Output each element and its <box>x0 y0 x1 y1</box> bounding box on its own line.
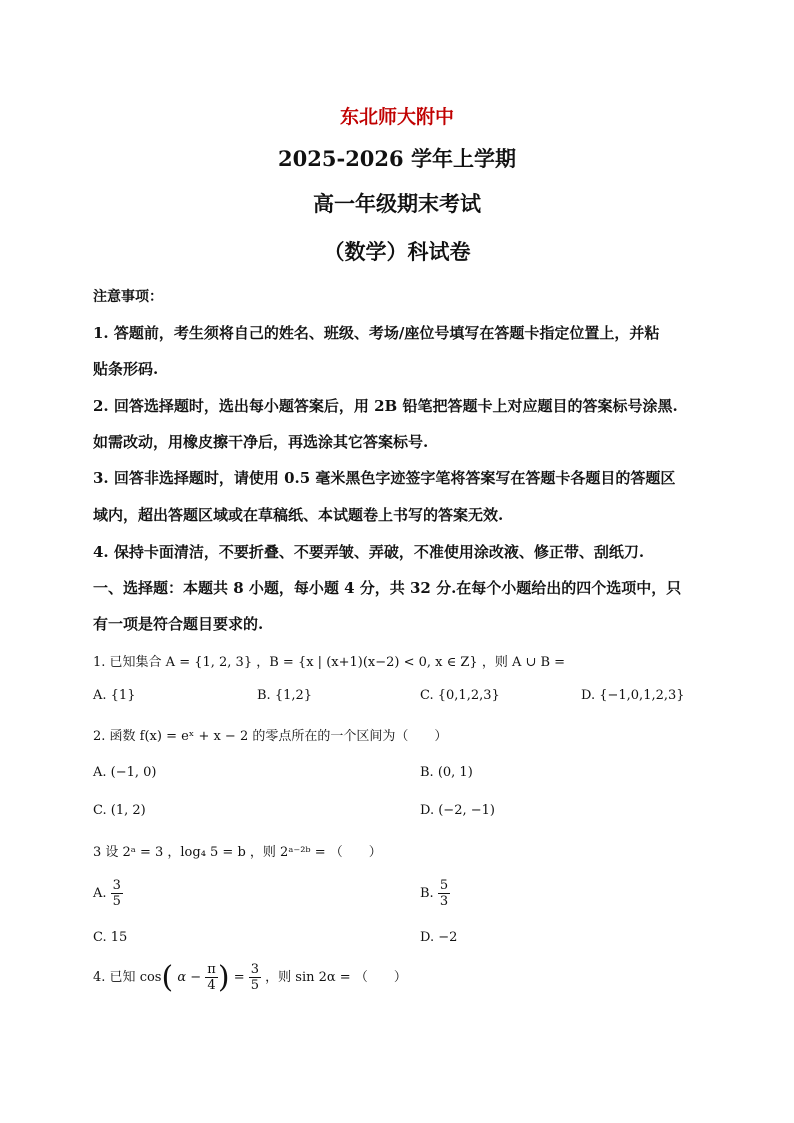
notice-line-2: 贴条形码. <box>93 360 159 378</box>
question-2-stem: 2. 函数 f(x) = eˣ + x − 2 的零点所在的一个区间为（ ） <box>93 729 448 744</box>
fraction-numerator: 5 <box>439 878 449 893</box>
question-3-stem: 3 设 2ᵃ = 3 ，log₄ 5 = b ，则 2ᵃ⁻²ᵇ = （ ） <box>93 845 382 860</box>
question-2-option-b: B. (0, 1) <box>420 765 473 780</box>
question-4-cos: cos <box>139 970 162 985</box>
exam-title: 高一年级期末考试 <box>313 191 481 216</box>
question-1-option-c: C. {0,1,2,3} <box>420 688 500 703</box>
fraction-numerator: π <box>207 962 216 977</box>
question-3-option-b-label: B. <box>420 886 434 901</box>
question-3-option-b <box>420 878 450 909</box>
question-4-suffix: ，则 sin 2α = （ ） <box>265 970 407 985</box>
question-4-stem <box>93 960 407 995</box>
section-heading-line-1: 一、选择题：本题共 8 小题，每小题 4 分，共 32 分.在每个小题给出的四个选项中，只 <box>93 579 682 597</box>
fraction-denominator: 3 <box>439 894 449 909</box>
notice-line-6: 域内，超出答题区域或在草稿纸、本试题卷上书写的答案无效. <box>93 506 504 524</box>
fraction-numerator: 3 <box>250 962 260 977</box>
question-4-inner: α − <box>177 970 202 985</box>
question-4-prefix: 4. 已知 <box>93 970 136 985</box>
notice-line-3: 2. 回答选择题时，选出每小题答案后，用 2B 铅笔把答题卡上对应题目的答案标号涂黑. <box>93 397 678 415</box>
fraction-denominator: 4 <box>207 978 216 993</box>
question-2-option-d: D. (−2, −1) <box>420 803 495 818</box>
fraction-denominator: 5 <box>112 894 121 909</box>
question-1-option-b: B. {1,2} <box>257 688 313 703</box>
notice-line-4: 如需改动，用橡皮擦干净后，再选涂其它答案标号. <box>93 433 429 451</box>
question-4-pi-fraction <box>205 962 218 993</box>
question-4-rhs-fraction <box>249 962 261 993</box>
question-3-option-c: C. 15 <box>93 930 128 945</box>
school-name: 东北师大附中 <box>339 106 454 128</box>
question-1-stem: 1. 已知集合 A = {1, 2, 3} ，B = {x | (x+1)(x−2) < 0, x ∈ Z} ，则 A ∪ B = <box>93 655 566 670</box>
notice-title: 注意事项： <box>93 289 163 305</box>
notice-line-5: 3. 回答非选择题时，请使用 0.5 毫米黑色字迹签字笔将答案写在答题卡各题目的答题区 <box>93 469 676 487</box>
right-paren: ) <box>217 960 230 995</box>
fraction-denominator: 5 <box>250 978 260 993</box>
section-heading-line-2: 有一项是符合题目要求的. <box>93 615 264 633</box>
left-paren: ( <box>161 960 174 995</box>
notice-line-1: 1. 答题前，考生须将自己的姓名、班级、考场/座位号填写在答题卡指定位置上，并粘 <box>93 324 660 342</box>
exam-year: 2025-2026 学年上学期 <box>278 146 516 171</box>
question-3-option-a <box>93 878 123 909</box>
question-4-equals: = <box>233 970 245 985</box>
question-2-option-c: C. (1, 2) <box>93 803 146 818</box>
question-3-option-a-fraction <box>111 878 123 909</box>
question-3-option-d: D. −2 <box>420 930 458 945</box>
exam-subject: （数学）科试卷 <box>323 239 471 264</box>
notice-line-7: 4. 保持卡面清洁，不要折叠、不要弄皱、弄破，不准使用涂改液、修正带、刮纸刀. <box>93 543 645 561</box>
question-3-option-b-fraction <box>438 878 450 909</box>
question-1-option-a: A. {1} <box>93 688 136 703</box>
fraction-numerator: 3 <box>112 878 121 893</box>
question-2-option-a: A. (−1, 0) <box>93 765 157 780</box>
question-1-option-d: D. {−1,0,1,2,3} <box>581 688 685 703</box>
question-3-option-a-label: A. <box>93 886 107 901</box>
